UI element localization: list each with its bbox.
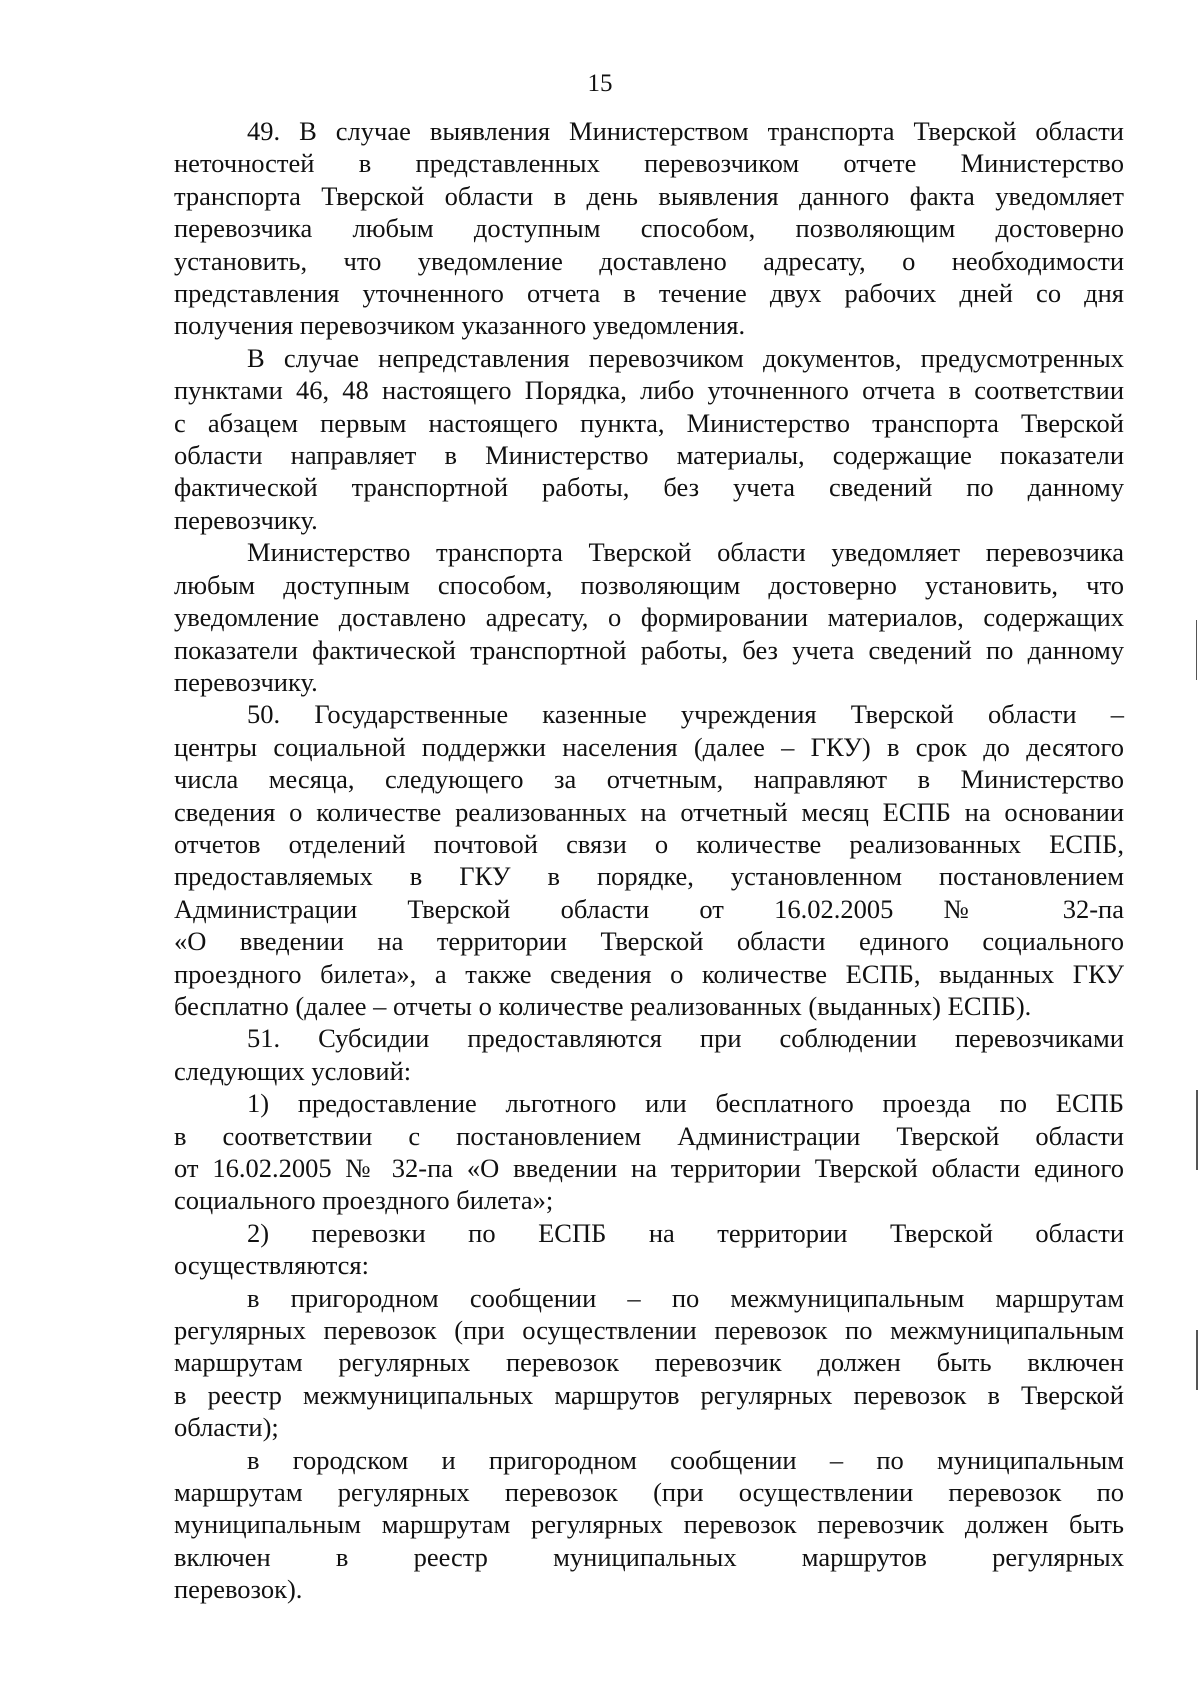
text-line: муниципальным маршрутам регулярных перевозок перевозчик должен быть [174, 1509, 1124, 1540]
text-line: перевозчику. [174, 504, 318, 535]
text-line: маршрутам регулярных перевозок перевозчик должен быть включен [174, 1347, 1124, 1378]
text-line: пунктами 46, 48 настоящего Порядка, либо уточненного отчета в соответствии [174, 375, 1124, 406]
text-line: от 16.02.2005 № 32-па «О введении на территории Тверской области единого [174, 1153, 1124, 1183]
text-line: 49. В случае выявления Министерством транспорта Тверской области [247, 116, 1124, 146]
text-line: неточностей в представленных перевозчиком отчете Министерство [174, 148, 1124, 179]
scan-edge-mark [1196, 620, 1197, 680]
paragraph-p51-2b [174, 1444, 1124, 1606]
text-line: 51. Субсидии предоставляются при соблюдении перевозчиками [247, 1023, 1124, 1054]
document-body [174, 115, 1124, 1606]
text-line: отчетов отделений почтовой связи о количестве реализованных ЕСПБ, [174, 828, 1124, 859]
text-line: с абзацем первым настоящего пункта, Министерство транспорта Тверской [174, 407, 1124, 438]
text-line: представления уточненного отчета в течение двух рабочих дней со дня [174, 278, 1124, 309]
text-line: фактической транспортной работы, без учета сведений по данному [174, 472, 1124, 503]
paragraph-p51-1 [174, 1087, 1124, 1217]
text-line: в реестр межмуниципальных маршрутов регулярных перевозок в Тверской [174, 1379, 1124, 1410]
text-line: установить, что уведомление доставлено адресату, о необходимости [174, 245, 1124, 276]
text-line: регулярных перевозок (при осуществлении перевозок по межмуниципальным [174, 1315, 1124, 1346]
text-line: включен в реестр муниципальных маршрутов регулярных [174, 1541, 1124, 1572]
text-line: проездного билета», а также сведения о количестве ЕСПБ, выданных ГКУ [174, 958, 1124, 989]
text-line: бесплатно (далее – отчеты о количестве реализованных (выданных) ЕСПБ). [174, 990, 1032, 1021]
paragraph-p50 [174, 698, 1124, 1022]
text-line: области); [174, 1412, 279, 1443]
text-line: сведения о количестве реализованных на отчетный месяц ЕСПБ на основании [174, 796, 1124, 827]
paragraph-p51-2a [174, 1282, 1124, 1444]
text-line: центры социальной поддержки населения (далее – ГКУ) в срок до десятого [174, 731, 1124, 762]
text-line: числа месяца, следующего за отчетным, направляют в Министерство [174, 764, 1124, 795]
paragraph-p51-2 [174, 1217, 1124, 1282]
text-line: транспорта Тверской области в день выявления данного факта уведомляет [174, 180, 1124, 211]
text-line: маршрутам регулярных перевозок (при осуществлении перевозок по [174, 1477, 1124, 1508]
page-number: 15 [587, 70, 613, 97]
paragraph-p49-2 [174, 342, 1124, 536]
text-line: «О введении на территории Тверской области единого социального [174, 926, 1124, 957]
text-line: уведомление доставлено адресату, о формировании материалов, содержащих [174, 602, 1124, 633]
text-line: показатели фактической транспортной работы, без учета сведений по данному [174, 634, 1124, 665]
text-line: Министерство транспорта Тверской области уведомляет перевозчика [247, 537, 1124, 568]
text-line: В случае непредставления перевозчиком документов, предусмотренных [247, 342, 1124, 373]
text-line: перевозок). [174, 1574, 303, 1605]
scan-edge-mark [1196, 1090, 1198, 1170]
text-line: в пригородном сообщении – по межмуниципальным маршрутам [247, 1282, 1124, 1313]
text-line: в городском и пригородном сообщении – по муниципальным [247, 1444, 1124, 1475]
paragraph-p49 [174, 115, 1124, 342]
text-line: социального проездного билета»; [174, 1185, 554, 1216]
text-line: следующих условий: [174, 1055, 412, 1086]
text-line: перевозчику. [174, 666, 318, 697]
text-line: любым доступным способом, позволяющим достоверно установить, что [174, 569, 1124, 600]
text-line: 2) перевозки по ЕСПБ на территории Тверской области [247, 1217, 1124, 1248]
text-line: 1) предоставление льготного или бесплатного проезда по ЕСПБ [247, 1088, 1124, 1119]
scan-edge-mark [1196, 1330, 1198, 1390]
text-line: осуществляются: [174, 1250, 369, 1281]
text-line: в соответствии с постановлением Администрации Тверской области [174, 1120, 1124, 1151]
paragraph-p51 [174, 1022, 1124, 1087]
text-line: 50. Государственные казенные учреждения Тверской области – [247, 699, 1124, 730]
text-line: перевозчика любым доступным способом, позволяющим достоверно [174, 213, 1124, 244]
paragraph-p49-3 [174, 536, 1124, 698]
text-line: предоставляемых в ГКУ в порядке, установленном постановлением [174, 861, 1124, 892]
text-line: Администрации Тверской области от 16.02.2005 № 32-па [174, 893, 1124, 924]
text-line: области направляет в Министерство материалы, содержащие показатели [174, 440, 1124, 471]
text-line: получения перевозчиком указанного уведомления. [174, 310, 746, 341]
